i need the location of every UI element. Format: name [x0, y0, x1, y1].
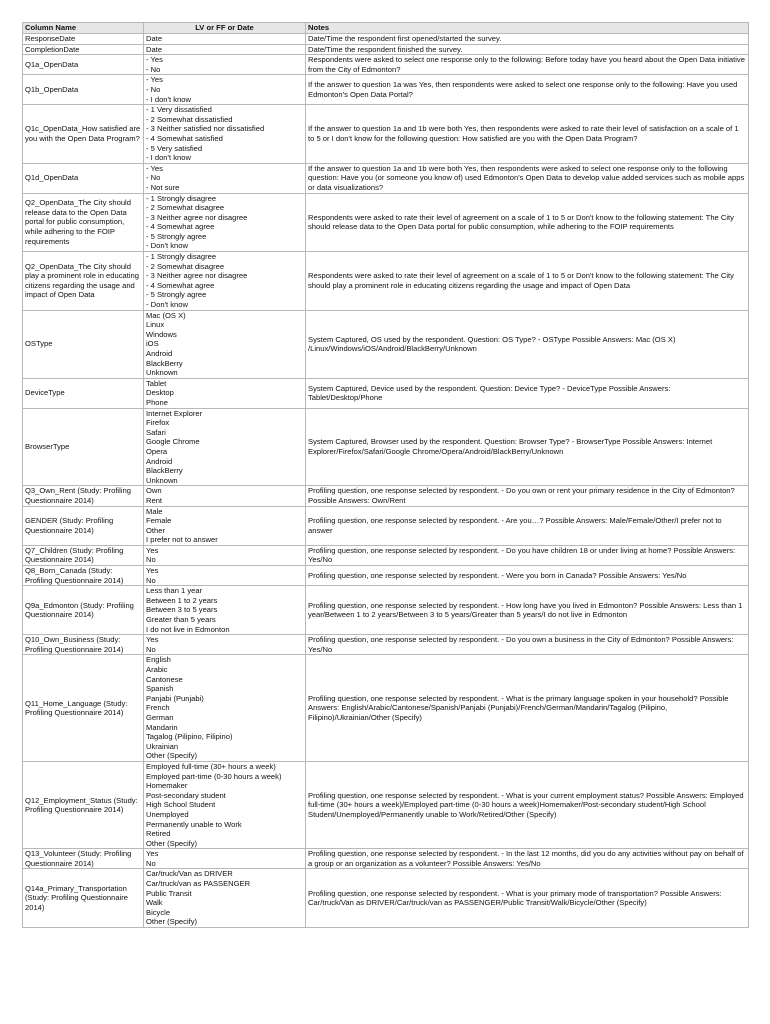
value-item: - 5 Very satisfied [146, 143, 203, 153]
value-item: BlackBerry [146, 358, 183, 368]
notes-text: Profiling question, one response selected by respondent. - What is your primary mode of transportation? Possible Answers: Car/truck/Van as DRIVER/Car/truck/van as PASSENGER/Public Transit/Walk/Bicycle/Other (Specify) [308, 888, 722, 908]
table-row [23, 545, 749, 565]
value-item: I do not live in Edmonton [146, 624, 230, 634]
column-name: Q2_OpenData_The City should play a prominent role in educating citizens regarding the usage and impact of Open Data [25, 261, 139, 300]
value-item: Tagalog (Pilipino, Filipino) [146, 732, 233, 742]
column-name: Q1d_OpenData [25, 173, 79, 183]
values-cell [144, 75, 306, 105]
value-item: No [146, 555, 156, 565]
table-row [23, 34, 749, 45]
value-item: Mandarin [146, 722, 178, 732]
table-row [23, 506, 749, 545]
value-item: Firefox [146, 418, 170, 428]
value-item: French [146, 703, 170, 713]
column-name: Q8_Born_Canada (Study: Profiling Questionnaire 2014) [25, 566, 124, 585]
column-name: Q11_Home_Language (Study: Profiling Questionnaire 2014) [25, 698, 128, 718]
value-item: Tablet [146, 378, 167, 388]
value-item: Bicycle [146, 907, 171, 917]
value-item: Unknown [146, 475, 178, 485]
column-name-cell [23, 34, 144, 45]
values-cell [144, 586, 306, 635]
table-row [23, 761, 749, 848]
notes-text: Profiling question, one response selected by respondent. - Do you have children 18 or under living at home? Possible Answers: Yes/No [308, 545, 736, 565]
value-item: - Yes [146, 163, 163, 173]
value-item: BlackBerry [146, 466, 183, 476]
values-cell [144, 252, 306, 311]
values-cell [144, 34, 306, 45]
notes-text: If the answer to question 1a was Yes, then respondents were asked to select one response only to the following: Have you used Edmonton's Open Data Portal? [308, 80, 738, 99]
table-row [23, 869, 749, 928]
column-name: Q12_Employment_Status (Study: Profiling Questionnaire 2014) [25, 795, 138, 815]
table-row [23, 586, 749, 635]
data-dictionary-table [22, 22, 749, 928]
notes-cell [306, 506, 749, 545]
table-row [23, 75, 749, 105]
values-cell [144, 566, 306, 586]
column-name-cell [23, 486, 144, 506]
value-item: Arabic [146, 665, 168, 674]
value-item: Car/truck/Van as DRIVER [146, 869, 233, 879]
value-item: - No [146, 84, 161, 94]
values-cell [144, 545, 306, 565]
value-item: Cantonese [146, 674, 183, 684]
notes-text: Profiling question, one response selected by respondent. - Were you born in Canada? Possible Answers: Yes/No [308, 570, 687, 580]
value-item: Date [146, 44, 163, 54]
value-item: - 3 Neither satisfied nor dissatisfied [146, 124, 265, 134]
notes-cell [306, 75, 749, 105]
notes-cell [306, 586, 749, 635]
value-item: Spanish [146, 684, 174, 694]
value-item: Other [146, 525, 165, 535]
table-row [23, 310, 749, 378]
value-item: Unknown [146, 368, 178, 378]
value-item: Permanently unable to Work [146, 819, 242, 829]
notes-cell [306, 486, 749, 506]
header-row [23, 23, 749, 34]
value-item: Yes [146, 635, 159, 645]
notes-text: If the answer to question 1a and 1b were both Yes, then respondents were asked to rate their level of satisfaction on a scale of 1 to 5 or I don't know for the following question: How satisfied are you with the Open Data Program? [308, 124, 739, 143]
header-lv-ff-date: LV or FF or Date [144, 23, 306, 34]
value-item: Panjabi (Punjabi) [146, 693, 204, 703]
table-row [23, 408, 749, 486]
header-column-name: Column Name [23, 23, 144, 34]
header-notes: Notes [306, 23, 749, 34]
notes-text: Profiling question, one response selected by respondent. - Do you own a business in the City of Edmonton? Possible Answers: Yes/No [308, 635, 734, 654]
value-item: Between 3 to 5 years [146, 605, 218, 615]
values-cell [144, 105, 306, 164]
value-item: Android [146, 456, 173, 466]
value-item: Windows [146, 329, 177, 339]
value-item: - 3 Neither agree nor disagree [146, 271, 248, 281]
notes-text: Profiling question, one response selected by respondent. - What is the primary language spoken in your household? Possible Answers: English/Arabic/Cantonese/Spanish/Panjabi (Punjabi)/French/German/Mandarin/Tagalog (Pilipino, Filipino)/Ukrainian/Other (Specify) [308, 693, 729, 722]
notes-cell [306, 545, 749, 565]
values-cell [144, 310, 306, 378]
column-name: Q3_Own_Rent (Study: Profiling Questionnaire 2014) [25, 486, 131, 505]
table-body [23, 34, 749, 928]
table-row [23, 55, 749, 75]
value-item: - 4 Somewhat agree [146, 280, 215, 290]
column-name: Q14a_Primary_Transportation (Study: Profiling Questionnaire 2014) [25, 883, 128, 913]
table-row [23, 252, 749, 311]
value-item: Yes [146, 849, 159, 859]
values-cell [144, 378, 306, 408]
notes-cell [306, 635, 749, 655]
table-row [23, 486, 749, 506]
table-row [23, 566, 749, 586]
notes-cell [306, 869, 749, 928]
values-cell [144, 408, 306, 486]
notes-cell [306, 193, 749, 252]
value-item: Opera [146, 446, 168, 456]
table-row [23, 655, 749, 762]
value-item: Yes [146, 545, 159, 555]
value-item: Other (Specify) [146, 917, 198, 927]
values-cell [144, 869, 306, 928]
value-item: Post-secondary student [146, 790, 226, 800]
column-name: Q13_Volunteer (Study: Profiling Questionnaire 2014) [25, 849, 132, 868]
table-row [23, 378, 749, 408]
column-name: ResponseDate [25, 34, 76, 43]
value-item: Rent [146, 495, 163, 505]
notes-text: Profiling question, one response selected by respondent. - Are you…? Possible Answers: Male/Female/Other/I prefer not to answer [308, 516, 722, 535]
column-name-cell [23, 105, 144, 164]
column-name: OSType [25, 339, 53, 349]
value-item: - 5 Strongly agree [146, 290, 207, 300]
column-name-cell [23, 506, 144, 545]
value-item: Male [146, 506, 163, 516]
value-item: No [146, 575, 156, 585]
column-name: DeviceType [25, 388, 65, 398]
notes-text: Respondents were asked to rate their level of agreement on a scale of 1 to 5 or Don't know to the following statement: The City should play a prominent role in educating citizens regarding the usage and impact of Open Data [308, 271, 734, 290]
values-cell [144, 506, 306, 545]
value-item: - 1 Very dissatisfied [146, 105, 212, 115]
value-item: Female [146, 516, 172, 526]
values-cell [144, 193, 306, 252]
notes-text: Profiling question, one response selected by respondent. - How long have you lived in Edmonton? Possible Answers: Less than 1 year/Between 1 to 2 years/Between 3 to 5 years/Greater than 5 years/I do not live in Edmonton [308, 600, 743, 620]
notes-cell [306, 655, 749, 762]
value-item: - 1 Strongly disagree [146, 193, 217, 203]
value-item: Greater than 5 years [146, 615, 216, 625]
column-name: Q10_Own_Business (Study: Profiling Questionnaire 2014) [25, 635, 124, 654]
notes-cell [306, 378, 749, 408]
notes-cell [306, 44, 749, 55]
value-item: I prefer not to answer [146, 535, 218, 545]
table-row [23, 44, 749, 55]
values-cell [144, 44, 306, 55]
value-item: Walk [146, 898, 163, 908]
value-item: - 2 Somewhat dissatisfied [146, 114, 233, 124]
notes-cell [306, 105, 749, 164]
notes-text: Profiling question, one response selected by respondent. - In the last 12 months, did you do any activities without pay on behalf of a group or an organization as a volunteer? Possible Answers: Yes/No [308, 849, 744, 868]
value-item: - 3 Neither agree nor disagree [146, 212, 248, 222]
values-cell [144, 486, 306, 506]
value-item: - 4 Somewhat agree [146, 222, 215, 232]
column-name-cell [23, 545, 144, 565]
value-item: - I don't know [146, 94, 191, 104]
notes-cell [306, 408, 749, 486]
column-name: Q1b_OpenData [25, 84, 79, 94]
values-cell [144, 635, 306, 655]
value-item: High School Student [146, 800, 216, 810]
values-cell [144, 163, 306, 193]
column-name-cell [23, 44, 144, 55]
notes-cell [306, 163, 749, 193]
value-item: - Yes [146, 75, 163, 85]
value-item: Desktop [146, 388, 174, 398]
value-item: Date [146, 34, 163, 43]
value-item: Less than 1 year [146, 586, 203, 596]
column-name: Q7_Children (Study: Profiling Questionnaire 2014) [25, 545, 124, 565]
column-name-cell [23, 252, 144, 311]
value-item: Other (Specify) [146, 838, 198, 848]
value-item: - Don't know [146, 241, 188, 251]
column-name-cell [23, 761, 144, 848]
notes-cell [306, 252, 749, 311]
value-item: Yes [146, 566, 159, 576]
value-item: - Don't know [146, 300, 188, 310]
notes-cell [306, 310, 749, 378]
notes-text: Respondents were asked to rate their level of agreement on a scale of 1 to 5 or Don't know to the following statement: The City should release data to the Open Data portal for public consumption, while adhering to the FOIP requirements [308, 212, 734, 232]
value-item: No [146, 858, 156, 868]
data-dictionary-sheet [22, 22, 749, 928]
value-item: Safari [146, 427, 166, 437]
column-name-cell [23, 869, 144, 928]
notes-text: System Captured, OS used by the respondent. Question: OS Type? - OSType Possible Answers: Mac (OS X) /Linux/Windows/iOS/Android/BlackBerry/Unknown [308, 334, 676, 354]
value-item: - 4 Somewhat satisfied [146, 133, 223, 143]
notes-text: Date/Time the respondent finished the survey. [308, 44, 463, 54]
values-cell [144, 849, 306, 869]
value-item: - 2 Somewhat disagree [146, 203, 225, 213]
value-item: Phone [146, 397, 168, 407]
column-name-cell [23, 193, 144, 252]
notes-text: Profiling question, one response selected by respondent. - Do you own or rent your primary residence in the City of Edmonton? Possible Answers: Own/Rent [308, 486, 735, 505]
value-item: Internet Explorer [146, 408, 203, 418]
notes-text: If the answer to question 1a and 1b were both Yes, then respondents were asked to select one response only to the following question: Have you (or someone you know of) used Edmonton's Open Data to develop value added services such as mobile apps or data visualizations? [308, 163, 745, 192]
column-name: BrowserType [25, 442, 70, 452]
value-item: Retired [146, 829, 171, 839]
notes-cell [306, 761, 749, 848]
value-item: - No [146, 173, 161, 183]
table-row [23, 105, 749, 164]
table-row [23, 849, 749, 869]
column-name-cell [23, 378, 144, 408]
notes-cell [306, 34, 749, 45]
column-name-cell [23, 75, 144, 105]
value-item: - 1 Strongly disagree [146, 252, 217, 262]
notes-text: System Captured, Device used by the respondent. Question: Device Type? - DeviceType Possible Answers: Tablet/Desktop/Phone [308, 383, 671, 403]
value-item: iOS [146, 339, 159, 349]
value-item: - I don't know [146, 153, 191, 163]
values-cell [144, 55, 306, 75]
value-item: Homemaker [146, 781, 188, 791]
value-item: Android [146, 349, 173, 358]
column-name: CompletionDate [25, 44, 80, 54]
column-name: Q1a_OpenData [25, 59, 79, 69]
value-item: Car/truck/van as PASSENGER [146, 879, 251, 889]
value-item: Other (Specify) [146, 751, 198, 761]
value-item: English [146, 655, 171, 665]
column-name: Q9a_Edmonton (Study: Profiling Questionnaire 2014) [25, 600, 134, 620]
values-cell [144, 655, 306, 762]
notes-text: Profiling question, one response selected by respondent. - What is your current employment status? Possible Answers: Employed full-time (30+ hours a week)/Employed part-time (0-30 hours a week)Homemaker/Post-secondary student/High School Student/Unemployed/Permanently unable to Work/Retired/Other (Specify) [308, 790, 744, 819]
value-item: - Not sure [146, 182, 180, 192]
column-name-cell [23, 655, 144, 762]
value-item: Mac (OS X) [146, 310, 186, 320]
notes-text: System Captured, Browser used by the respondent. Question: Browser Type? - BrowserType Possible Answers: Internet Explorer/Firefox/Safari/Google Chrome/Opera/Android/BlackBerry/Unknown [308, 437, 713, 456]
value-item: - 5 Strongly agree [146, 231, 207, 241]
column-name: Q1c_OpenData_How satisfied are you with the Open Data Program? [25, 124, 141, 143]
value-item: Between 1 to 2 years [146, 595, 218, 605]
value-item: - 2 Somewhat disagree [146, 261, 225, 271]
notes-text: Date/Time the respondent first opened/started the survey. [308, 34, 502, 43]
values-cell [144, 761, 306, 848]
value-item: Employed part-time (0-30 hours a week) [146, 771, 282, 781]
table-row [23, 193, 749, 252]
value-item: German [146, 712, 174, 722]
value-item: No [146, 644, 156, 654]
column-name-cell [23, 586, 144, 635]
notes-cell [306, 566, 749, 586]
value-item: Employed full-time (30+ hours a week) [146, 761, 276, 771]
value-item: Public Transit [146, 888, 192, 898]
column-name-cell [23, 408, 144, 486]
notes-text: Respondents were asked to select one response only to the following: Before today have you heard about the Open Data initiative from the City of Edmonton? [308, 55, 745, 74]
column-name-cell [23, 635, 144, 655]
value-item: - No [146, 64, 161, 74]
notes-cell [306, 55, 749, 75]
column-name-cell [23, 55, 144, 75]
value-item: Google Chrome [146, 437, 200, 447]
value-item: Ukrainian [146, 741, 179, 751]
column-name-cell [23, 849, 144, 869]
column-name-cell [23, 163, 144, 193]
column-name: GENDER (Study: Profiling Questionnaire 2014) [25, 516, 114, 535]
value-item: Linux [146, 320, 165, 330]
value-item: Own [146, 486, 162, 496]
value-item: - Yes [146, 55, 163, 65]
column-name: Q2_OpenData_The City should release data to the Open Data portal for public consumption, while adhering to the FOIP requirements [25, 198, 131, 246]
column-name-cell [23, 310, 144, 378]
table-row [23, 163, 749, 193]
notes-cell [306, 849, 749, 869]
table-row [23, 635, 749, 655]
column-name-cell [23, 566, 144, 586]
value-item: Unemployed [146, 809, 189, 819]
